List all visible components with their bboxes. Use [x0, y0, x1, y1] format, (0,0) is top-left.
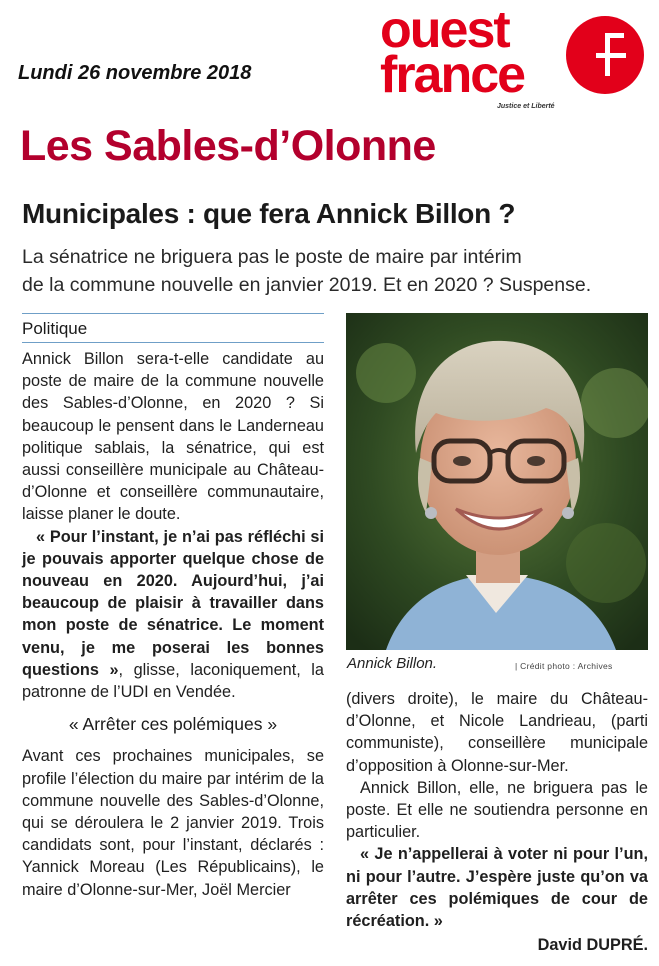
body-paragraph: Avant ces prochaines municipales, se profile l’élection du maire par intérim de la commune nouvelle des Sables-d’Olonne, qui se déroulera le 2 janvier 2019. Trois candidats sont, pour l’instant, déclarés : Yannick Moreau (Les Républicains), le maire d’Olonne-sur-Mer, Joël Mercier: [22, 747, 324, 899]
quote-paragraph: [22, 526, 324, 704]
body-paragraph: (divers droite), le maire du Château-d’Olonne, et Nicole Landrieau, (parti communiste), conseillère municipale d’opposition à Olonne-sur-Mer.: [346, 690, 648, 775]
standfirst-line: de la commune nouvelle en janvier 2019. Et en 2020 ? Suspense.: [22, 274, 592, 296]
rubric-rule-top: [22, 313, 324, 314]
photo-caption: Annick Billon.: [347, 655, 438, 672]
ouest-france-logo: [380, 1, 525, 104]
city-heading: Les Sables-d’Olonne: [20, 122, 436, 170]
article-headline: Municipales : que fera Annick Billon ?: [22, 198, 516, 229]
quote-attribution: , glisse, laconiquement, la patronne de l’UDI en Vendée.: [22, 660, 324, 702]
logo-emblem-icon: [566, 16, 644, 94]
logo-line-france: france: [380, 45, 525, 104]
pull-quote: « Pour l’instant, je n’ai pas réfléchi si je pouvais apporter quelque chose de nouveau en 2020. Aujourd’hui, j’ai beaucoup de plaisir à travailler dans mon poste de sénatrice. Le moment venu, je me poserai les bonnes questions »: [22, 527, 324, 679]
author-signature: David DUPRÉ.: [537, 936, 648, 955]
rubric-label: Politique: [22, 319, 88, 338]
intro-paragraph: Annick Billon sera-t-elle candidate au poste de maire de la commune nouvelle des Sables-d’Olonne, en 2020 ? Si beaucoup le pensent dans le Landerneau politique sablais, la sénatrice, qui est aussi conseillère municipale au Château-d’Olonne et conseillère communautaire, laisse planer le doute.: [22, 350, 324, 524]
logo-tagline: Justice et Liberté: [497, 103, 555, 110]
rubric-rule-bottom: [22, 342, 324, 343]
issue-date: Lundi 26 novembre 2018: [18, 62, 252, 84]
portrait-photo: [346, 313, 648, 650]
body-paragraph: Annick Billon, elle, ne briguera pas le poste. Et elle ne soutiendra personne en particulier.: [346, 778, 648, 842]
article-column-left: [22, 348, 324, 901]
logo-line-ouest: ouest: [380, 1, 509, 59]
article-column-right: [346, 688, 648, 956]
article-standfirst: [22, 243, 647, 299]
standfirst-line: La sénatrice ne briguera pas le poste de maire par intérim: [22, 246, 522, 268]
intertitle: « Arrêter ces polémiques »: [68, 714, 278, 735]
closing-quote: « Je n’appellerai à voter ni pour l’un, ni pour l’autre. J’espère juste qu’on va arrêter ces polémiques de cour de récréation. »: [346, 845, 648, 931]
photo-credit: | Crédit photo : Archives: [515, 661, 613, 671]
